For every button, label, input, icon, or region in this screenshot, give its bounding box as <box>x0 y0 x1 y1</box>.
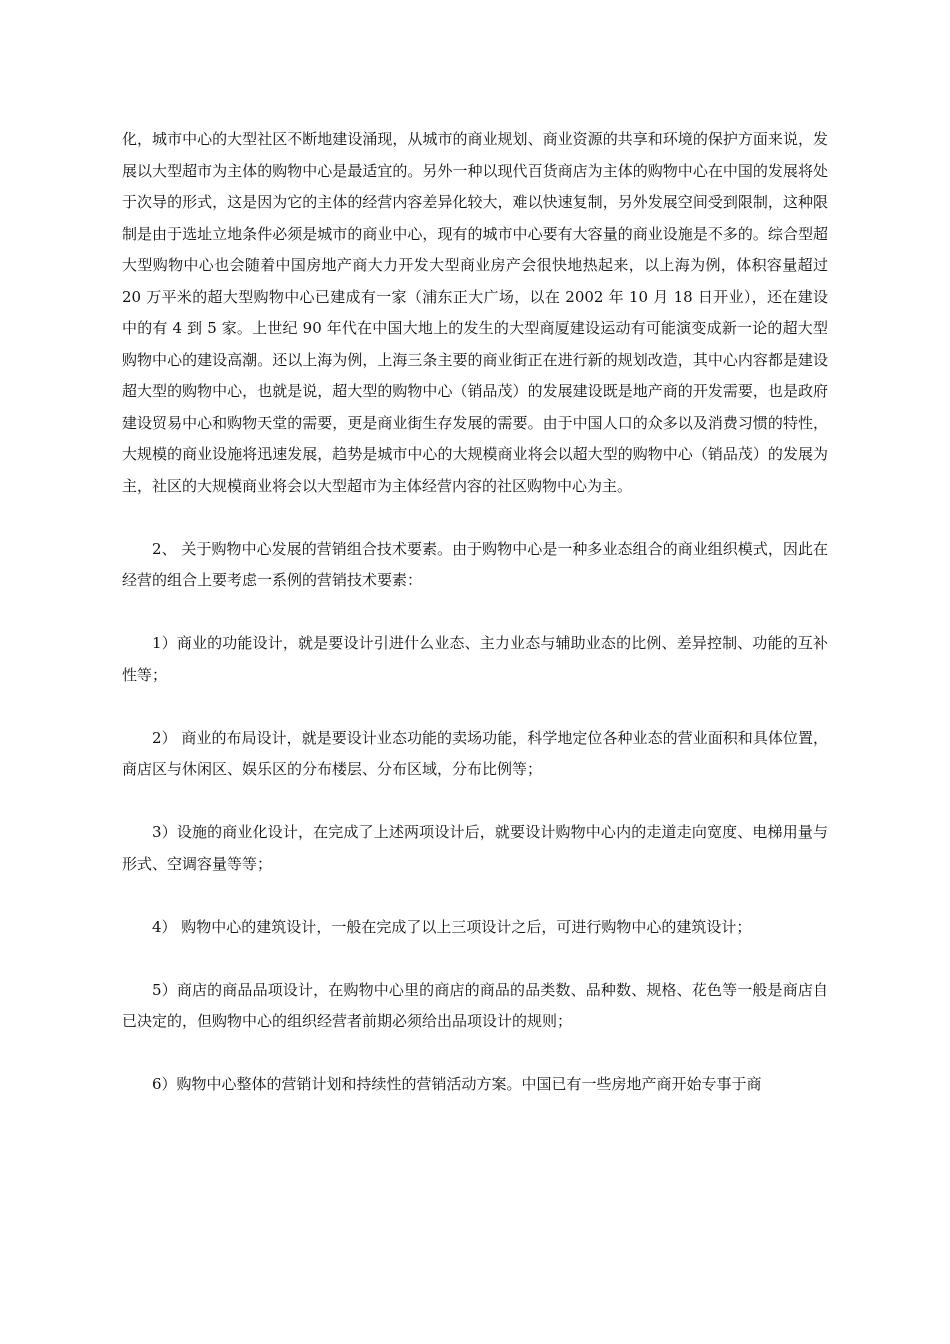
list-item-merchandise-design: 5）商店的商品品项设计，在购物中心里的商店的商品的品类数、品种数、规格、花色等一般是商店自已决定的，但购物中心的组织经营者前期必须给出品项设计的规则； <box>122 980 828 1030</box>
paragraph-marketing-elements: 2、 关于购物中心发展的营销组合技术要素。由于购物中心是一种多业态组合的商业组织模式，因此在经营的组合上要考虑一系例的营销技术要素： <box>122 539 828 589</box>
paragraph-gap <box>122 880 828 912</box>
paragraph-gap <box>122 502 828 534</box>
paragraph-gap <box>122 691 828 723</box>
paragraph-gap <box>122 597 828 629</box>
list-item-layout-design: 2） 商业的布局设计，就是要设计业态功能的卖场功能，科学地定位各种业态的营业面积和具体位置，商店区与休闲区、娱乐区的分布楼层、分布区域，分布比例等； <box>122 728 828 778</box>
paragraph-gap <box>122 786 828 818</box>
paragraph-gap <box>122 1038 828 1070</box>
list-item-marketing-plan: 6）购物中心整体的营销计划和持续性的营销活动方案。中国已有一些房地产商开始专事于商 <box>152 1075 762 1093</box>
list-item-function-design: 1）商业的功能设计，就是要设计引进什么业态、主力业态与辅助业态的比例、差异控制、功能的互补性等； <box>122 634 828 684</box>
paragraph-shopping-center-trends: 化，城市中心的大型社区不断地建设涌现，从城市的商业规划、商业资源的共享和环境的保护方面来说，发展以大型超市为主体的购物中心是最适宜的。另外一种以现代百货商店为主体的购物中心在中国的发展将处于次导的形式，这是因为它的主体的经营内容差异化较大，难以快速复制，另外发展空间受到限制，这种限制是由于选址立地条件必须是城市的商业中心，现有的城市中心要有大容量的商业设施是不多的。综合型超大型购物中心也会随着中国房地产商大力开发大型商业房产会很快地热起来，以上海为例，体积容量超过 20 万平米的超大型购物中心已建成有一家（浦东正大广场，以在 2002 年 10 月 18 日开业），还在建设中的有 4 到 5 家。上世纪 90 年代在中国大地上的发生的大型商厦建设运动有可能演变成新一论的超大型购物中心的建设高潮。还以上海为例，上海三条主要的商业街正在进行新的规划改造，其中心内容都是建设超大型的购物中心，也就是说，超大型的购物中心（销品茂）的发展建设既是地产商的开发需要，也是政府建设贸易中心和购物天堂的需要，更是商业街生存发展的需要。由于中国人口的众多以及消费习惯的特性，大规模的商业设施将迅速发展，趋势是城市中心的大规模商业将会以超大型的购物中心（销品茂）的发展为主，社区的大规模商业将会以大型超市为主体经营内容的社区购物中心为主。 <box>122 130 828 495</box>
list-item-architecture-design: 4） 购物中心的建筑设计，一般在完成了以上三项设计之后，可进行购物中心的建筑设计； <box>152 917 752 936</box>
document-body <box>122 124 828 1101</box>
list-item-facility-design: 3）设施的商业化设计，在完成了上述两项设计后，就要设计购物中心内的走道走向宽度、电梯用量与形式、空调容量等等； <box>122 823 828 873</box>
paragraph-gap <box>122 943 828 975</box>
